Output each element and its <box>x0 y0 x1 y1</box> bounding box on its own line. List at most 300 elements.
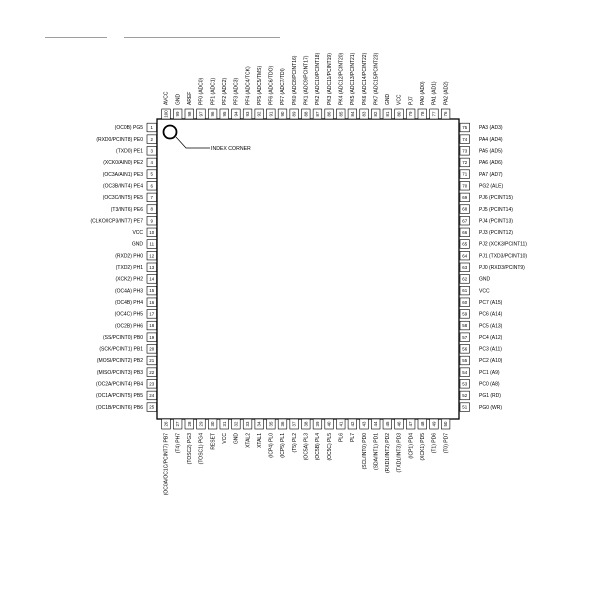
pin-number: 21 <box>149 358 155 364</box>
pin-number: 88 <box>303 111 309 117</box>
pin-number: 90 <box>280 111 285 117</box>
pin-32 <box>232 419 241 444</box>
pin-label: PG0 (WR) <box>479 404 503 411</box>
pin-number: 75 <box>462 125 468 131</box>
pin-number: 20 <box>149 346 155 352</box>
pin-number: 3 <box>150 148 153 154</box>
pin-14 <box>115 275 156 284</box>
pin-number: 78 <box>419 111 425 117</box>
pin-label: PA2 (AD2) <box>443 81 450 105</box>
pin-64 <box>460 251 527 260</box>
pin-number: 98 <box>186 111 192 117</box>
pin-label: (TOSC1) PG4 <box>198 433 205 465</box>
pin-number: 27 <box>175 421 181 427</box>
pin-52 <box>460 391 501 400</box>
pin-number: 100 <box>163 110 169 118</box>
pin-71 <box>460 170 503 179</box>
pin-number: 87 <box>314 111 320 117</box>
pin-55 <box>460 356 503 365</box>
pin-label: PK5 (ADC13/PCINT21) <box>350 52 357 105</box>
pin-number: 49 <box>431 421 437 427</box>
pin-label: PC4 (A12) <box>479 334 503 341</box>
pin-number: 15 <box>149 288 155 294</box>
pin-label: (OC2B) PH6 <box>114 323 143 330</box>
pin-label: XTAL1 <box>256 433 263 448</box>
pin-number: 63 <box>462 264 468 270</box>
pin-number: 38 <box>303 421 309 427</box>
pin-49 <box>430 419 439 453</box>
pin-67 <box>460 216 513 225</box>
pin-number: 26 <box>163 421 169 427</box>
pin-number: 37 <box>291 421 297 427</box>
pin-12 <box>115 251 156 260</box>
pin-1 <box>115 123 157 132</box>
pin-number: 18 <box>149 323 155 329</box>
pin-29 <box>197 419 206 464</box>
pin-78 <box>418 81 427 119</box>
pin-59 <box>460 310 503 319</box>
pin-number: 28 <box>186 421 192 427</box>
pin-label: (T4) PH7 <box>175 433 182 454</box>
pin-label: (XCK2) PH2 <box>115 276 143 283</box>
pin-label: GND <box>131 241 143 248</box>
pin-label: PF7 (ADC7/TDI) <box>280 68 287 105</box>
pin-number: 23 <box>149 381 155 387</box>
pin-number: 31 <box>221 421 227 427</box>
pin-number: 4 <box>150 160 153 166</box>
pin-label: PF1 (ADC1) <box>210 77 217 105</box>
pin-label: PC7 (A15) <box>479 299 503 306</box>
pin-82 <box>371 52 380 119</box>
pin-number: 11 <box>149 241 155 247</box>
pin-label: PK4 (ADC12/PCINT20) <box>338 52 345 105</box>
pin-2 <box>96 135 156 144</box>
pin-number: 24 <box>149 393 155 399</box>
pin-22 <box>97 368 157 377</box>
pin-48 <box>418 419 427 461</box>
pin-label: (TOSC2) PG3 <box>187 433 193 465</box>
pin-label: PF4 (ADC4/TCK) <box>245 66 252 105</box>
bottom-pin-group <box>162 419 450 495</box>
pin-label: (SDA/INT1) PD1 <box>373 433 380 470</box>
pin-label: PC2 (A10) <box>479 358 503 365</box>
pin-16 <box>115 298 157 307</box>
pin-label: PC5 (A13) <box>479 323 503 330</box>
pin-9 <box>90 216 156 225</box>
pin-number: 95 <box>221 111 227 117</box>
pin-label: (T0) PD7 <box>443 433 450 454</box>
pin-label: PF0 (ADC0) <box>198 77 205 105</box>
pin-number: 46 <box>396 421 402 427</box>
pin-30 <box>208 419 217 450</box>
pin-number: 22 <box>149 369 155 375</box>
pin-label: (SCK/PCINT1) PB1 <box>99 346 143 353</box>
pin-98 <box>185 92 194 119</box>
pin-label: (OC1B/PCINT6) PB6 <box>96 404 143 411</box>
pin-35 <box>267 419 276 458</box>
pin-number: 47 <box>408 421 414 427</box>
pin-label: PJ3 (PCINT12) <box>479 230 513 237</box>
pin-number: 16 <box>149 299 155 305</box>
pin-42 <box>348 419 357 442</box>
pin-81 <box>383 94 392 120</box>
pin-number: 71 <box>462 171 468 177</box>
pin-33 <box>243 419 252 448</box>
pin-70 <box>460 181 504 190</box>
pin-number: 84 <box>349 111 355 117</box>
pin-94 <box>232 77 241 119</box>
pin-number: 36 <box>280 421 285 427</box>
pin-number: 57 <box>462 334 468 340</box>
pin-label: (OC4A) PH3 <box>114 288 143 295</box>
pin-label: PJ6 (PCINT15) <box>479 195 513 202</box>
pin-83 <box>360 52 369 119</box>
pin-number: 13 <box>149 264 155 270</box>
pin-label: AREF <box>187 91 193 105</box>
pin-number: 35 <box>268 421 274 427</box>
pin-62 <box>460 275 491 284</box>
pin-label: GND <box>385 93 392 105</box>
pin-number: 51 <box>462 404 468 410</box>
pin-number: 14 <box>149 276 155 282</box>
pin-label: (OC2A/PCINT4) PB4 <box>96 381 143 388</box>
pin-number: 12 <box>149 253 155 259</box>
pin-28 <box>185 419 194 464</box>
pin-label: (OC4B) PH4 <box>114 299 143 306</box>
pin-number: 59 <box>462 311 468 317</box>
pin-label: GND <box>175 93 182 105</box>
pin-40 <box>325 419 334 461</box>
pin-label: (SCL/INT0) PD0 <box>361 433 368 470</box>
pin-label: (ICP1) PD4 <box>408 433 415 459</box>
pin-label: PG2 (ALE) <box>479 183 504 190</box>
pin-92 <box>255 65 264 119</box>
pin-label: (OC5C) PL5 <box>326 433 333 461</box>
pin-4 <box>103 158 156 167</box>
pin-38 <box>302 419 311 460</box>
pin-66 <box>460 228 513 237</box>
pin-label: (OC1A/PCINT5) PB5 <box>96 393 143 400</box>
left-pin-group <box>90 123 156 411</box>
pin-8 <box>111 205 157 214</box>
pin-77 <box>430 81 439 119</box>
pin-100 <box>162 91 171 119</box>
pin-number: 69 <box>462 195 468 200</box>
pin-label: (OC0A/OC1C/PCINT7) PB7 <box>163 433 170 496</box>
pin-3 <box>116 147 156 156</box>
pin-number: 29 <box>198 421 204 427</box>
pin-label: (SS/PCINT0) PB0 <box>102 334 143 341</box>
pin-number: 45 <box>384 421 390 427</box>
pin-number: 10 <box>149 229 155 235</box>
pin-85 <box>336 52 345 119</box>
pin-11 <box>132 240 157 249</box>
pin-53 <box>460 380 500 389</box>
index-corner-label: INDEX CORNER <box>211 146 251 152</box>
pin-label: VCC <box>132 230 143 237</box>
pin-label: PK6 (ADC14/PCINT22) <box>361 52 368 105</box>
pin-90 <box>278 68 287 119</box>
pin-20 <box>99 345 156 354</box>
pin-47 <box>406 419 415 459</box>
pin-number: 64 <box>462 253 468 259</box>
pin-number: 73 <box>462 148 468 154</box>
pin-number: 43 <box>361 421 367 427</box>
pin-21 <box>97 356 157 365</box>
pin-number: 32 <box>233 421 239 427</box>
pin-19 <box>103 333 157 342</box>
pin-number: 62 <box>462 276 468 282</box>
pin-63 <box>460 263 525 272</box>
pin-number: 40 <box>326 421 332 427</box>
pin-label: (OC3B/INT4) PE4 <box>102 183 143 190</box>
pin-37 <box>290 419 299 452</box>
pin-25 <box>96 403 156 412</box>
pin-60 <box>460 298 503 307</box>
pin-89 <box>290 55 299 119</box>
pin-number: 41 <box>338 421 344 427</box>
pin-18 <box>115 321 157 330</box>
pin-93 <box>243 66 252 119</box>
pin-label: PC6 (A14) <box>479 311 503 318</box>
pin-50 <box>441 419 450 453</box>
pin-99 <box>173 94 182 120</box>
pin-number: 2 <box>150 136 153 142</box>
pin-39 <box>313 419 322 460</box>
pin-label: (RXD1/INT2) PD2 <box>385 433 392 474</box>
pin-76 <box>441 81 450 119</box>
pin-number: 8 <box>150 206 153 212</box>
pin-number: 80 <box>396 111 402 117</box>
pin-label: (RXD2) PH0 <box>115 253 143 260</box>
pin-label: PJ0 (RXD3/PCINT9) <box>479 265 525 271</box>
pin-label: PL7 <box>350 433 357 442</box>
pin-label: PK0 (ADC8/PCINT16) <box>291 55 298 105</box>
pin-label: PF2 (ADC2) <box>221 77 228 105</box>
pin-label: AVCC <box>163 91 170 105</box>
pin-6 <box>103 181 157 190</box>
pin-88 <box>302 55 311 119</box>
pin-label: (ICP4) PL0 <box>268 433 275 458</box>
pin-number: 5 <box>150 171 153 177</box>
pin-label: GND <box>479 276 491 283</box>
pin-number: 99 <box>175 111 181 117</box>
pin-label: (ICP5) PL1 <box>280 433 287 458</box>
pin-label: (TXD0) PE1 <box>116 148 143 155</box>
pin-number: 79 <box>408 111 414 117</box>
pin-34 <box>255 419 264 448</box>
right-pin-group <box>460 123 527 411</box>
pin-number: 6 <box>150 183 153 189</box>
pin-number: 34 <box>256 421 262 427</box>
pin-label: PA1 (AD1) <box>431 81 438 105</box>
pin-label: PA5 (AD5) <box>479 148 503 155</box>
pin-label: (MISO/PCINT3) PB3 <box>96 369 143 376</box>
pin-label: PG1 (RD) <box>479 393 501 400</box>
index-corner-marker <box>164 126 177 139</box>
pin-46 <box>395 419 404 472</box>
pin-label: (RXD0/PCINT8) PE0 <box>96 136 143 143</box>
pin-number: 1 <box>150 125 153 131</box>
pin-number: 60 <box>462 299 468 305</box>
pin-97 <box>197 77 206 119</box>
pin-label: PA4 (AD4) <box>479 136 503 143</box>
pin-label: (T3/INT6) PE6 <box>110 206 143 213</box>
pin-label: PA7 (AD7) <box>479 171 503 178</box>
pin-79 <box>406 96 415 119</box>
pin-label: PJ7 <box>408 96 415 105</box>
pin-65 <box>460 240 527 249</box>
pin-number: 42 <box>349 421 355 427</box>
pin-number: 92 <box>256 111 262 117</box>
pin-label: RESET <box>210 433 217 450</box>
pin-56 <box>460 345 502 354</box>
pin-72 <box>460 158 503 167</box>
pin-number: 19 <box>149 334 155 340</box>
pin-label: PA6 (AD6) <box>479 160 503 167</box>
pin-number: 48 <box>419 421 425 427</box>
pin-number: 56 <box>462 346 468 352</box>
pin-label: PA3 (AD3) <box>479 125 503 132</box>
pin-label: PJ4 (PCINT13) <box>479 218 513 225</box>
pin-87 <box>313 52 322 119</box>
pin-label: VCC <box>396 94 403 105</box>
pin-31 <box>220 419 229 444</box>
pin-84 <box>348 52 357 119</box>
pin-label: (T1) PD6 <box>431 433 438 454</box>
pin-number: 83 <box>361 111 367 117</box>
pin-number: 25 <box>149 404 155 410</box>
pin-41 <box>336 419 345 442</box>
pin-label: PF5 (ADC5/TMS) <box>256 65 263 105</box>
pin-80 <box>395 94 404 119</box>
pin-number: 9 <box>150 218 153 224</box>
pin-label: (CLKO/ICP3/INT7) PE7 <box>90 218 143 225</box>
pin-number: 81 <box>384 111 390 117</box>
pin-51 <box>460 403 502 412</box>
pin-label: PK1 (ADC9/PCINT17) <box>303 55 310 105</box>
pin-number: 67 <box>462 218 468 224</box>
pin-number: 77 <box>431 111 437 117</box>
pin-73 <box>460 147 503 156</box>
pin-number: 91 <box>268 111 274 117</box>
pin-label: (XCK1) PD5 <box>420 433 426 461</box>
pin-24 <box>96 391 156 400</box>
pin-68 <box>460 205 513 214</box>
pin-label: XTAL2 <box>245 433 252 448</box>
pin-number: 85 <box>338 111 344 117</box>
pin-number: 93 <box>245 111 251 117</box>
pin-27 <box>173 419 182 453</box>
pin-label: (MOSI/PCINT2) PB2 <box>96 358 143 365</box>
pin-label: (OC5A) PL3 <box>303 433 310 461</box>
pin-label: (TXD2) PH1 <box>115 265 143 271</box>
pin-number: 86 <box>326 111 332 117</box>
pin-label: PF6 (ADC6/TDO) <box>268 65 275 105</box>
pin-label: PK2 (ADC10/PCINT18) <box>315 52 322 105</box>
pin-43 <box>360 419 369 469</box>
pin-number: 17 <box>149 311 155 317</box>
pin-54 <box>460 368 500 377</box>
pin-23 <box>96 380 156 389</box>
pin-5 <box>103 170 157 179</box>
pin-58 <box>460 321 503 330</box>
pin-69 <box>460 193 513 202</box>
pin-label: PJ2 (XCK3/PCINT11) <box>479 241 527 248</box>
pin-label: (OC0B) PG5 <box>114 125 143 132</box>
pin-label: PJ5 (PCINT14) <box>479 206 513 213</box>
pin-label: (TXD1/INT3) PD3 <box>396 433 403 473</box>
pin-label: (OC4C) PH5 <box>114 311 143 318</box>
pin-number: 65 <box>462 241 468 247</box>
pin-label: PJ1 (TXD3/PCINT10) <box>479 253 528 260</box>
pin-13 <box>116 263 157 272</box>
pin-number: 82 <box>373 111 379 117</box>
chip-body <box>157 119 459 419</box>
pin-label: PC1 (A9) <box>479 369 500 376</box>
pin-57 <box>460 333 503 342</box>
pin-number: 33 <box>245 421 251 427</box>
pin-label: PL6 <box>338 433 345 442</box>
pin-label: PF3 (ADC3) <box>233 77 240 105</box>
pin-44 <box>371 419 380 470</box>
pin-15 <box>115 286 157 295</box>
pin-label: PC3 (A11) <box>479 346 502 353</box>
pin-label: PK3 (ADC11/PCINT19) <box>326 53 333 105</box>
pin-74 <box>460 135 503 144</box>
pin-10 <box>132 228 156 237</box>
pin-label: PK7 (ADC15/PCINT23) <box>373 52 380 105</box>
pin-number: 39 <box>314 421 320 427</box>
pin-number: 54 <box>462 369 468 375</box>
pin-61 <box>460 286 490 295</box>
pin-number: 76 <box>443 111 449 117</box>
pin-label: (OC5B) PL4 <box>315 433 322 461</box>
pin-7 <box>103 193 157 202</box>
pin-label: PC0 (A8) <box>479 381 500 388</box>
pin-number: 53 <box>462 381 468 387</box>
pin-label: PA0 (AD0) <box>420 81 426 105</box>
pin-label: VCC <box>221 433 228 444</box>
pin-number: 70 <box>462 183 468 189</box>
pin-number: 55 <box>462 358 468 364</box>
pin-number: 89 <box>291 111 297 117</box>
pin-label: (T5) PL2 <box>291 433 298 453</box>
pin-95 <box>220 77 229 119</box>
pin-number: 58 <box>462 323 468 329</box>
pin-36 <box>278 419 287 458</box>
pin-label: VCC <box>479 288 490 295</box>
pin-17 <box>115 310 157 319</box>
pin-number: 61 <box>462 288 468 294</box>
pin-75 <box>460 123 503 132</box>
pin-number: 50 <box>443 421 449 427</box>
pin-number: 72 <box>462 160 468 166</box>
pin-number: 44 <box>373 421 379 427</box>
pin-number: 97 <box>198 111 204 117</box>
pin-number: 66 <box>462 229 468 235</box>
pin-26 <box>162 419 171 495</box>
pin-label: (XCK0/AIN0) PE2 <box>103 160 143 167</box>
pin-number: 94 <box>233 111 239 117</box>
pin-96 <box>208 77 217 119</box>
pin-86 <box>325 53 334 119</box>
pin-label: GND <box>233 433 240 445</box>
top-pin-group <box>162 52 450 119</box>
pin-number: 68 <box>462 206 468 212</box>
pin-number: 7 <box>150 195 153 200</box>
pin-number: 74 <box>462 136 468 142</box>
